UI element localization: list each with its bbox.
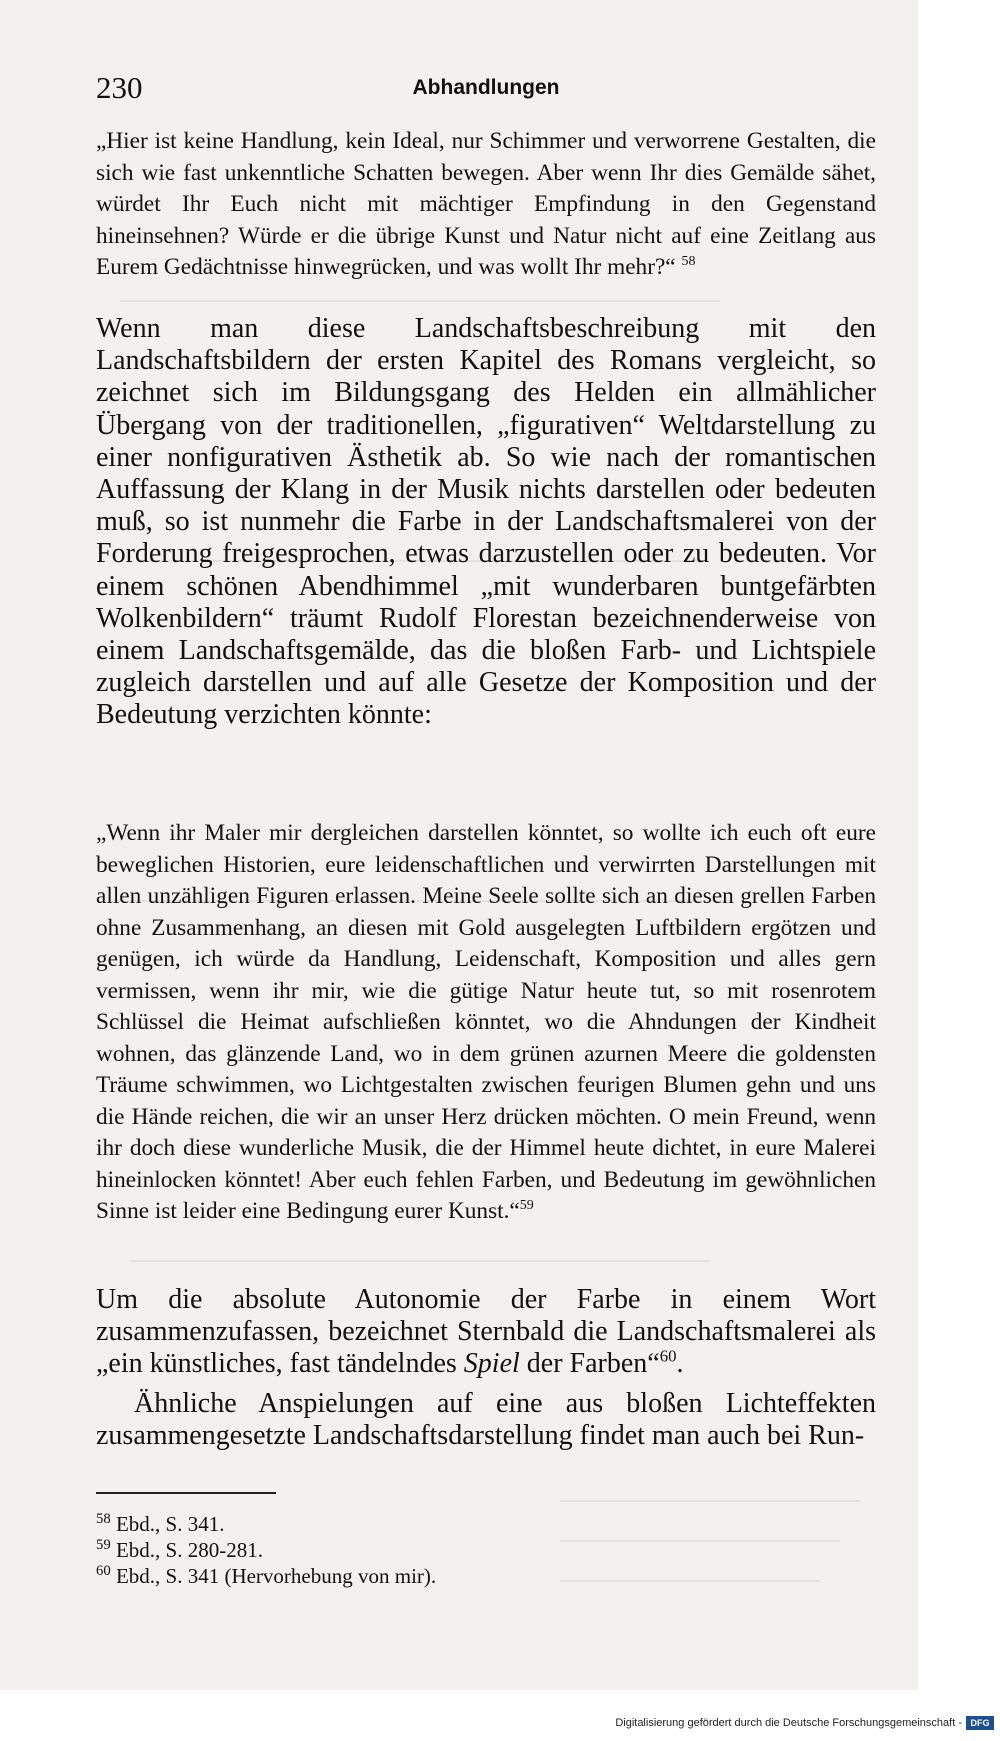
paragraph-1-text: Wenn man diese Landschaftsbeschreibung mit den Landschaftsbildern der ersten Kapitel des Romans vergleicht, so zeichnet sich im Bildungsgang des Helden ein allmählicher Übergang von der traditionellen, „figurativen“ Weltdarstellung zu einer nonfigurativen Ästhetik ab. So wie nach der romantischen Auffassung der Klang in der Musik nichts darstellen oder bedeuten muß, so ist nunmehr die Farbe in der Landschaftsmalerei von der Forderung freigesprochen, etwas darzustellen oder zu bedeuten. Vor einem schönen Abendhimmel „mit wunderbaren buntgefärbten Wolkenbildern“ träumt Rudolf Florestan bezeichnenderweise von einem Landschaftsgemälde, das die bloßen Farb- und Lichtspiele zugleich darstellen und auf alle Gesetze der Komposition und der Bedeutung verzichten könnte:: [96, 313, 876, 731]
footnote-60: [96, 1564, 436, 1588]
paragraph-3-text: Ähnliche Anspielungen auf eine aus bloßen Lichteffekten zusammengesetzte Landschaftsdarstellung findet man auch bei Run-: [96, 1388, 876, 1452]
footnote-ref-58: 58: [681, 254, 696, 270]
footnote-text: Ebd., S. 341.: [115, 1512, 225, 1536]
emphasized-word: Spiel: [463, 1348, 520, 1380]
footnote-rule: [96, 1492, 276, 1494]
page-header: [96, 70, 876, 110]
quote-1-text: „Hier ist keine Handlung, kein Ideal, nur Schimmer und verworrene Gestalten, die sich wie fast unkenntliche Schatten bewegen. Aber wenn Ihr dies Gemälde sähet, würdet Ihr Euch nicht mit mächtiger Empfindung in den Gegenstand hineinsehnen? Würde er die übrige Kunst und Natur nicht auf eine Zeitlang aus Eurem Gedächtnisse hinwegrücken, und was wollt Ihr mehr?“: [96, 128, 876, 280]
quote-block-2: [96, 818, 876, 1228]
dfg-logo: DFG: [966, 1716, 994, 1730]
footnote-text: Ebd., S. 341 (Hervorhebung von mir).: [115, 1564, 437, 1588]
running-head: Abhandlungen: [412, 76, 560, 99]
footnote-number: 60: [96, 1563, 111, 1579]
digitization-footer: [615, 1716, 994, 1730]
scan-margin: [918, 0, 1000, 1690]
footnote-number: 59: [96, 1537, 111, 1553]
footnote-text: Ebd., S. 280-281.: [115, 1538, 263, 1562]
footnote-59: [96, 1538, 263, 1562]
paragraph-2-text-b: der Farben“: [519, 1348, 660, 1380]
footnote-58: [96, 1512, 224, 1536]
body-paragraph-3: [96, 1388, 876, 1452]
footnote-ref-60: 60: [659, 1347, 677, 1367]
quote-block-1: [96, 126, 876, 284]
body-paragraph-1: [96, 313, 876, 732]
footnote-number: 58: [96, 1511, 111, 1527]
page-number: 230: [96, 70, 143, 105]
footer-text: Digitalisierung gefördert durch die Deutsche Forschungsgemeinschaft -: [615, 1717, 962, 1729]
paragraph-2-end: .: [676, 1348, 684, 1380]
body-paragraph-2: [96, 1284, 876, 1381]
paragraph-2-text-a: Um die absolute Autonomie der Farbe in einem Wort zusammenzufassen, bezeichnet Sternbald die Landschaftsmalerei als „ein künstliches, fast tändelndes: [96, 1284, 876, 1380]
quote-2-text: „Wenn ihr Maler mir dergleichen darstellen könntet, so wollte ich euch oft eure beweglichen Historien, eure leidenschaftlichen und verwirrten Darstellungen mit allen unzähligen Figuren erlassen. Meine Seele sollte sich an diesen grellen Farben ohne Zusammenhang, an diesen mit Gold ausgelegten Luftbildern ergötzen und genügen, ich würde da Handlung, Leidenschaft, Komposition und alles gern vermissen, wenn ihr mir, wie die gütige Natur heute tut, so mit rosenrotem Schlüssel die Heimat aufschließen könntet, wo die Ahndungen der Kindheit wohnen, das glänzende Land, wo in dem grünen azurnen Meere die goldensten Träume schwimmen, wo Lichtgestalten zwischen feurigen Blumen gehn und uns die Hände reichen, die wir an unser Herz drücken möchten. O mein Freund, wenn ihr doch diese wunderliche Musik, die der Himmel heute dichtet, in eure Malerei hineinlocken könntet! Aber euch fehlen Farben, und Bedeutung im gewöhnlichen Sinne ist leider eine Bedingung eurer Kunst.“: [96, 820, 876, 1224]
footnote-ref-59: 59: [519, 1198, 534, 1214]
